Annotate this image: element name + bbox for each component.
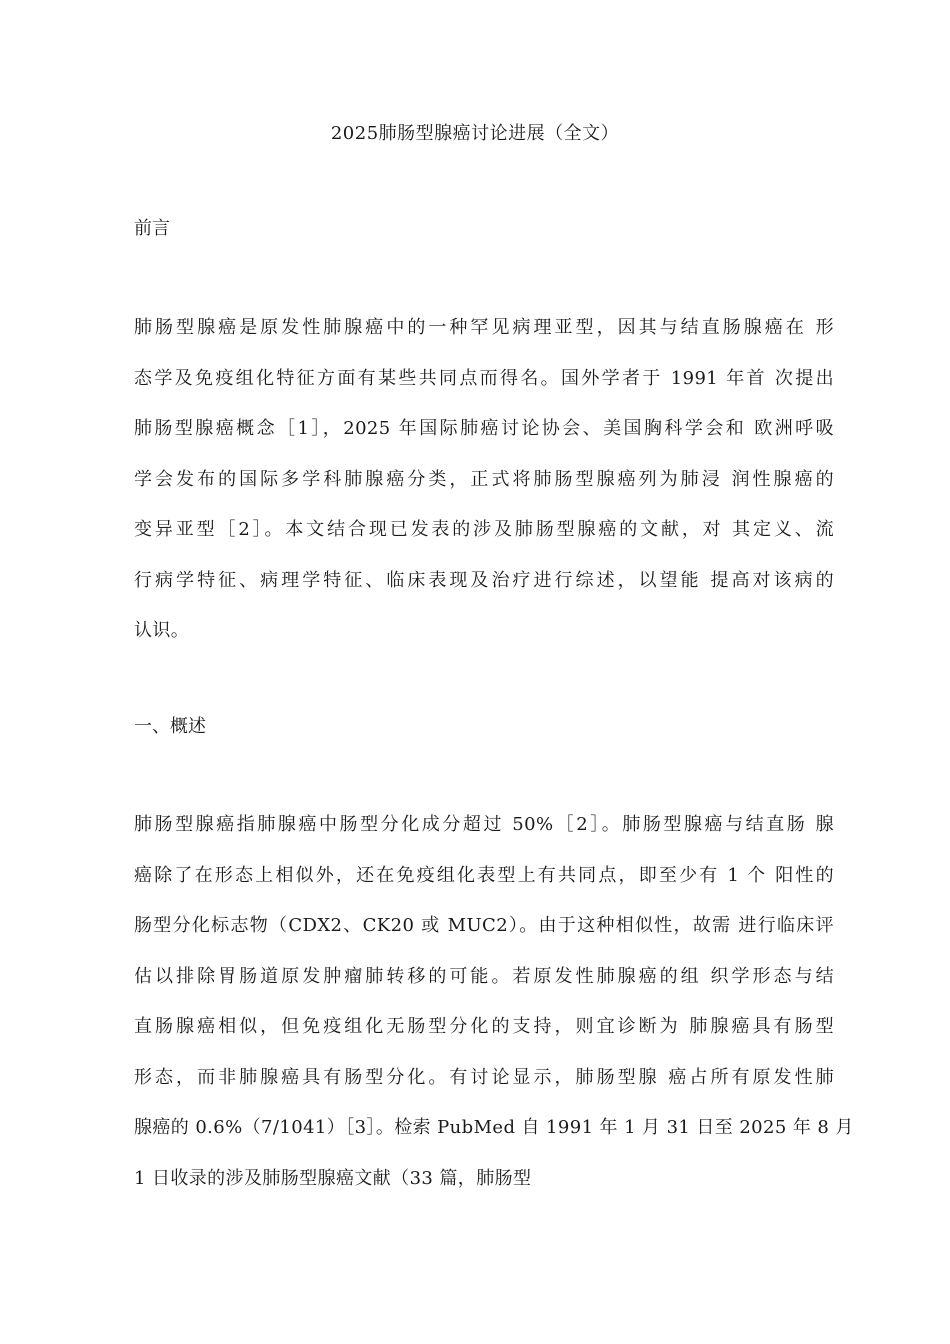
paragraph-line: 肠型分化标志物（CDX2、CK20 或 MUC2）。由于这种相似性，故需 进行临床评	[134, 915, 834, 936]
paragraph-line: 直肠腺癌相似，但免疫组化无肠型分化的支持，则宜诊断为 肺腺癌具有肠型	[134, 1016, 834, 1037]
paragraph-line: 估以排除胃肠道原发肿瘤肺转移的可能。若原发性肺腺癌的组 织学形态与结	[134, 965, 834, 987]
document-title: 2025肺肠型腺癌讨论进展（全文）	[330, 123, 620, 144]
paragraph-line: 行病学特征、病理学特征、临床表现及治疗进行综述，以望能 提高对该病的	[134, 569, 834, 591]
paragraph-preface	[134, 303, 834, 657]
paragraph-line: 形态，而非肺腺癌具有肠型分化。有讨论显示，肺肠型腺 癌占所有原发性肺	[134, 1066, 834, 1088]
paragraph-line: 腺癌的 0.6%（7/1041）［3］。检索 PubMed 自 1991 年 1 月 31 日至 2025 年 8 月	[134, 1117, 854, 1138]
paragraph-line: 肺肠型腺癌指肺腺癌中肠型分化成分超过 50%［2］。肺肠型腺癌与结直肠 腺	[134, 814, 834, 835]
paragraph-line: 肺肠型腺癌是原发性肺腺癌中的一种罕见病理亚型，因其与结直肠腺癌在 形	[134, 317, 834, 338]
paragraph-line: 认识。	[134, 620, 190, 641]
section-heading-preface: 前言	[134, 218, 170, 239]
paragraph-line: 癌除了在形态上相似外，还在免疫组化表型上有共同点，即至少有 1 个 阳性的	[134, 864, 834, 886]
paragraph-line: 1 日收录的涉及肺肠型腺癌文献（33 篇，肺肠型	[134, 1167, 532, 1189]
section-heading-overview: 一、概述	[134, 716, 206, 737]
paragraph-overview	[134, 800, 854, 1204]
paragraph-line: 态学及免疫组化特征方面有某些共同点而得名。国外学者于 1991 年首 次提出	[134, 367, 834, 389]
paragraph-line: 学会发布的国际多学科肺腺癌分类，正式将肺肠型腺癌列为肺浸 润性腺癌的	[134, 468, 834, 490]
paragraph-line: 肺肠型腺癌概念［1］，2025 年国际肺癌讨论协会、美国胸科学会和 欧洲呼吸	[134, 418, 834, 439]
paragraph-line: 变异亚型［2］。本文结合现已发表的涉及肺肠型腺癌的文献，对 其定义、流	[134, 519, 834, 540]
